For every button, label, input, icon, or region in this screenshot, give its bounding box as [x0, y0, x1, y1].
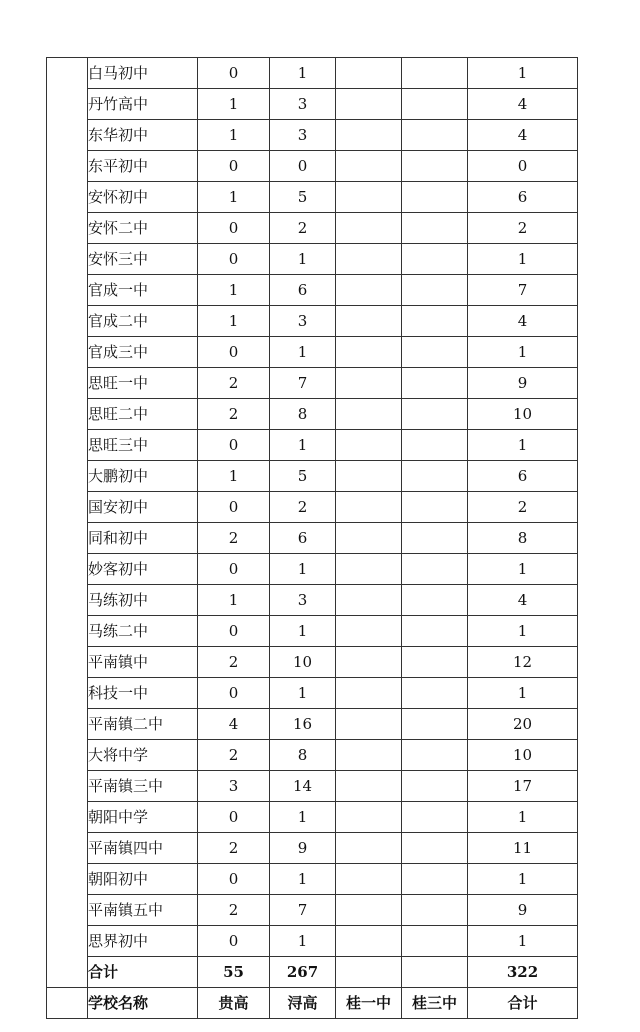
xun-gao-cell: 9: [270, 833, 336, 864]
table-row: [47, 306, 578, 337]
header-total: 合计: [468, 988, 578, 1019]
gui-gao-cell: 4: [198, 709, 270, 740]
table-row: [47, 864, 578, 895]
xun-gao-cell: 3: [270, 120, 336, 151]
gui-gao-cell: 0: [198, 616, 270, 647]
table-row: [47, 151, 578, 182]
gui-gao-cell: 0: [198, 337, 270, 368]
total-cell: 6: [468, 182, 578, 213]
sum-label: 合计: [88, 957, 198, 988]
gui-san-zhong-cell: [402, 306, 468, 337]
gui-san-zhong-cell: [402, 337, 468, 368]
gui-san-zhong-cell: [402, 647, 468, 678]
gui-gao-cell: 1: [198, 120, 270, 151]
sum-gui-san-zhong: [402, 957, 468, 988]
gui-yi-zhong-cell: [336, 275, 402, 306]
gui-gao-cell: 0: [198, 151, 270, 182]
total-cell: 10: [468, 399, 578, 430]
xun-gao-cell: 6: [270, 523, 336, 554]
gui-san-zhong-cell: [402, 120, 468, 151]
xun-gao-cell: 8: [270, 740, 336, 771]
xun-gao-cell: 6: [270, 275, 336, 306]
school-name-cell: 平南镇三中: [88, 771, 198, 802]
gui-san-zhong-cell: [402, 709, 468, 740]
gui-gao-cell: 2: [198, 523, 270, 554]
table-row: [47, 120, 578, 151]
gui-yi-zhong-cell: [336, 430, 402, 461]
table-row: [47, 709, 578, 740]
gui-yi-zhong-cell: [336, 151, 402, 182]
gui-gao-cell: 2: [198, 368, 270, 399]
region-cell: [47, 58, 88, 988]
gui-gao-cell: 2: [198, 399, 270, 430]
school-name-cell: 官成三中: [88, 337, 198, 368]
total-cell: 1: [468, 337, 578, 368]
table-row: [47, 833, 578, 864]
school-name-cell: 思旺三中: [88, 430, 198, 461]
gui-gao-cell: 0: [198, 244, 270, 275]
table-row: [47, 492, 578, 523]
gui-san-zhong-cell: [402, 430, 468, 461]
gui-san-zhong-cell: [402, 926, 468, 957]
table-row: [47, 647, 578, 678]
gui-gao-cell: 0: [198, 554, 270, 585]
gui-gao-cell: 2: [198, 740, 270, 771]
gui-san-zhong-cell: [402, 585, 468, 616]
table-row: [47, 523, 578, 554]
xun-gao-cell: 1: [270, 244, 336, 275]
gui-yi-zhong-cell: [336, 926, 402, 957]
sum-gui-yi-zhong: [336, 957, 402, 988]
table-row: [47, 554, 578, 585]
gui-gao-cell: 2: [198, 833, 270, 864]
xun-gao-cell: 16: [270, 709, 336, 740]
sum-total: 322: [468, 957, 578, 988]
table-row: [47, 89, 578, 120]
gui-san-zhong-cell: [402, 833, 468, 864]
table-row: [47, 368, 578, 399]
xun-gao-cell: 5: [270, 182, 336, 213]
header-gui-yi-zhong: 桂一中: [336, 988, 402, 1019]
table-row: [47, 275, 578, 306]
gui-yi-zhong-cell: [336, 461, 402, 492]
school-name-cell: 平南镇二中: [88, 709, 198, 740]
gui-yi-zhong-cell: [336, 616, 402, 647]
gui-gao-cell: 0: [198, 213, 270, 244]
gui-san-zhong-cell: [402, 864, 468, 895]
xun-gao-cell: 1: [270, 430, 336, 461]
xun-gao-cell: 3: [270, 89, 336, 120]
xun-gao-cell: 1: [270, 678, 336, 709]
gui-san-zhong-cell: [402, 616, 468, 647]
gui-san-zhong-cell: [402, 151, 468, 182]
xun-gao-cell: 7: [270, 895, 336, 926]
school-name-cell: 思界初中: [88, 926, 198, 957]
school-name-cell: 东华初中: [88, 120, 198, 151]
table-row: [47, 58, 578, 89]
gui-san-zhong-cell: [402, 244, 468, 275]
gui-yi-zhong-cell: [336, 647, 402, 678]
total-cell: 1: [468, 864, 578, 895]
total-cell: 10: [468, 740, 578, 771]
school-name-cell: 马练二中: [88, 616, 198, 647]
xun-gao-cell: 1: [270, 616, 336, 647]
school-name-cell: 朝阳中学: [88, 802, 198, 833]
total-cell: 4: [468, 120, 578, 151]
total-cell: 17: [468, 771, 578, 802]
admissions-table: [46, 57, 578, 1019]
table-row: [47, 399, 578, 430]
gui-san-zhong-cell: [402, 554, 468, 585]
xun-gao-cell: 3: [270, 306, 336, 337]
table-row: [47, 585, 578, 616]
xun-gao-cell: 3: [270, 585, 336, 616]
gui-san-zhong-cell: [402, 58, 468, 89]
school-name-cell: 平南镇四中: [88, 833, 198, 864]
school-name-cell: 平南镇中: [88, 647, 198, 678]
table-row: [47, 616, 578, 647]
total-cell: 4: [468, 89, 578, 120]
gui-san-zhong-cell: [402, 213, 468, 244]
table-row: [47, 678, 578, 709]
gui-yi-zhong-cell: [336, 368, 402, 399]
gui-yi-zhong-cell: [336, 182, 402, 213]
gui-gao-cell: 0: [198, 802, 270, 833]
xun-gao-cell: 10: [270, 647, 336, 678]
gui-yi-zhong-cell: [336, 864, 402, 895]
gui-yi-zhong-cell: [336, 120, 402, 151]
total-cell: 9: [468, 368, 578, 399]
total-cell: 1: [468, 926, 578, 957]
xun-gao-cell: 1: [270, 337, 336, 368]
gui-san-zhong-cell: [402, 399, 468, 430]
header-school-name: 学校名称: [88, 988, 198, 1019]
xun-gao-cell: 8: [270, 399, 336, 430]
xun-gao-cell: 14: [270, 771, 336, 802]
gui-san-zhong-cell: [402, 802, 468, 833]
gui-san-zhong-cell: [402, 368, 468, 399]
total-cell: 7: [468, 275, 578, 306]
total-cell: 1: [468, 244, 578, 275]
table-row: [47, 244, 578, 275]
sum-row: [47, 957, 578, 988]
total-cell: 0: [468, 151, 578, 182]
school-name-cell: 白马初中: [88, 58, 198, 89]
total-cell: 11: [468, 833, 578, 864]
total-cell: 1: [468, 802, 578, 833]
gui-san-zhong-cell: [402, 771, 468, 802]
gui-san-zhong-cell: [402, 89, 468, 120]
total-cell: 1: [468, 616, 578, 647]
school-name-cell: 官成一中: [88, 275, 198, 306]
total-cell: 8: [468, 523, 578, 554]
sum-xun-gao: 267: [270, 957, 336, 988]
gui-gao-cell: 1: [198, 89, 270, 120]
school-name-cell: 科技一中: [88, 678, 198, 709]
school-name-cell: 思旺一中: [88, 368, 198, 399]
total-cell: 6: [468, 461, 578, 492]
xun-gao-cell: 7: [270, 368, 336, 399]
xun-gao-cell: 0: [270, 151, 336, 182]
total-cell: 12: [468, 647, 578, 678]
table-row: [47, 337, 578, 368]
gui-gao-cell: 0: [198, 430, 270, 461]
xun-gao-cell: 1: [270, 554, 336, 585]
header-gui-gao: 贵高: [198, 988, 270, 1019]
gui-gao-cell: 1: [198, 275, 270, 306]
total-cell: 2: [468, 213, 578, 244]
xun-gao-cell: 1: [270, 58, 336, 89]
xun-gao-cell: 1: [270, 926, 336, 957]
gui-yi-zhong-cell: [336, 306, 402, 337]
school-name-cell: 丹竹高中: [88, 89, 198, 120]
total-cell: 4: [468, 585, 578, 616]
school-name-cell: 妙客初中: [88, 554, 198, 585]
column-header-row: [47, 988, 578, 1019]
xun-gao-cell: 2: [270, 492, 336, 523]
school-name-cell: 同和初中: [88, 523, 198, 554]
xun-gao-cell: 1: [270, 864, 336, 895]
header-xun-gao: 浔高: [270, 988, 336, 1019]
gui-gao-cell: 0: [198, 926, 270, 957]
total-cell: 20: [468, 709, 578, 740]
table-row: [47, 926, 578, 957]
school-name-cell: 安怀初中: [88, 182, 198, 213]
gui-yi-zhong-cell: [336, 585, 402, 616]
xun-gao-cell: 2: [270, 213, 336, 244]
gui-san-zhong-cell: [402, 678, 468, 709]
gui-gao-cell: 2: [198, 895, 270, 926]
gui-san-zhong-cell: [402, 740, 468, 771]
total-cell: 1: [468, 58, 578, 89]
total-cell: 1: [468, 430, 578, 461]
table-row: [47, 740, 578, 771]
total-cell: 1: [468, 554, 578, 585]
school-name-cell: 大鹏初中: [88, 461, 198, 492]
gui-yi-zhong-cell: [336, 58, 402, 89]
school-name-cell: 安怀三中: [88, 244, 198, 275]
gui-yi-zhong-cell: [336, 244, 402, 275]
table-row: [47, 895, 578, 926]
gui-yi-zhong-cell: [336, 771, 402, 802]
gui-san-zhong-cell: [402, 275, 468, 306]
gui-gao-cell: 2: [198, 647, 270, 678]
gui-gao-cell: 0: [198, 58, 270, 89]
gui-san-zhong-cell: [402, 895, 468, 926]
gui-yi-zhong-cell: [336, 709, 402, 740]
gui-gao-cell: 0: [198, 864, 270, 895]
gui-gao-cell: 3: [198, 771, 270, 802]
gui-san-zhong-cell: [402, 523, 468, 554]
school-name-cell: 思旺二中: [88, 399, 198, 430]
total-cell: 4: [468, 306, 578, 337]
gui-san-zhong-cell: [402, 461, 468, 492]
gui-yi-zhong-cell: [336, 523, 402, 554]
table-row: [47, 182, 578, 213]
header-blank-cell: [47, 988, 88, 1019]
gui-yi-zhong-cell: [336, 399, 402, 430]
gui-gao-cell: 1: [198, 585, 270, 616]
gui-yi-zhong-cell: [336, 492, 402, 523]
gui-san-zhong-cell: [402, 492, 468, 523]
school-name-cell: 马练初中: [88, 585, 198, 616]
gui-gao-cell: 0: [198, 492, 270, 523]
gui-gao-cell: 0: [198, 678, 270, 709]
school-name-cell: 朝阳初中: [88, 864, 198, 895]
total-cell: 2: [468, 492, 578, 523]
gui-yi-zhong-cell: [336, 678, 402, 709]
gui-yi-zhong-cell: [336, 89, 402, 120]
header-gui-san-zhong: 桂三中: [402, 988, 468, 1019]
school-name-cell: 东平初中: [88, 151, 198, 182]
gui-gao-cell: 1: [198, 461, 270, 492]
gui-gao-cell: 1: [198, 182, 270, 213]
table-row: [47, 213, 578, 244]
school-name-cell: 官成二中: [88, 306, 198, 337]
school-name-cell: 安怀二中: [88, 213, 198, 244]
school-name-cell: 国安初中: [88, 492, 198, 523]
gui-san-zhong-cell: [402, 182, 468, 213]
table-row: [47, 461, 578, 492]
school-name-cell: 平南镇五中: [88, 895, 198, 926]
gui-yi-zhong-cell: [336, 802, 402, 833]
gui-yi-zhong-cell: [336, 213, 402, 244]
total-cell: 9: [468, 895, 578, 926]
total-cell: 1: [468, 678, 578, 709]
xun-gao-cell: 5: [270, 461, 336, 492]
table-row: [47, 430, 578, 461]
xun-gao-cell: 1: [270, 802, 336, 833]
table-body: [47, 58, 578, 1019]
table-row: [47, 802, 578, 833]
school-name-cell: 大将中学: [88, 740, 198, 771]
table-row: [47, 771, 578, 802]
gui-gao-cell: 1: [198, 306, 270, 337]
gui-yi-zhong-cell: [336, 554, 402, 585]
sum-gui-gao: 55: [198, 957, 270, 988]
gui-yi-zhong-cell: [336, 337, 402, 368]
gui-yi-zhong-cell: [336, 833, 402, 864]
gui-yi-zhong-cell: [336, 740, 402, 771]
gui-yi-zhong-cell: [336, 895, 402, 926]
